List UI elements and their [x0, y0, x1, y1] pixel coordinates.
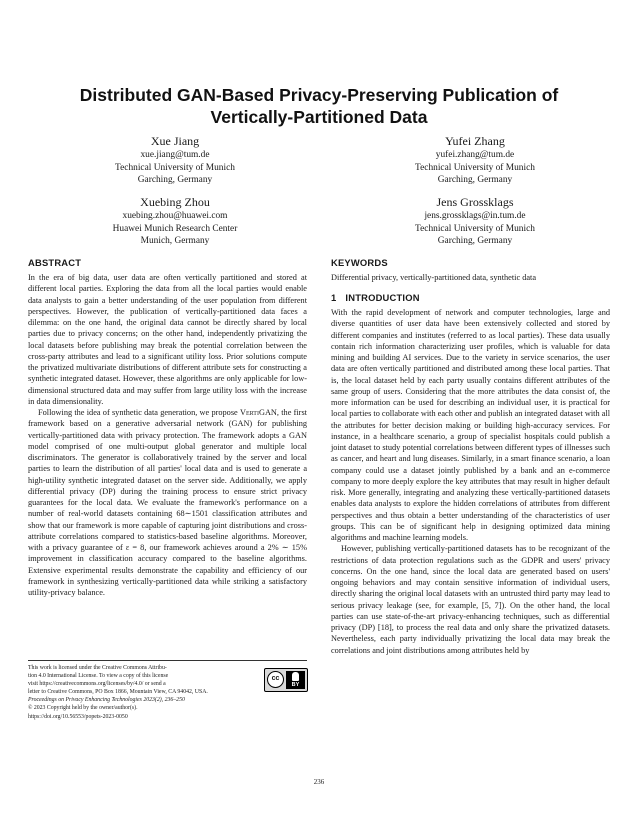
keywords-heading: KEYWORDS [331, 257, 388, 268]
cc-by-logo[interactable] [264, 668, 308, 692]
cc-icon: cc [267, 671, 284, 688]
author-name: Xue Jiang [150, 134, 200, 148]
abstract-heading: ABSTRACT [28, 257, 82, 268]
footnote-line: letter to Creative Commons, PO Box 1866, Mountain View, CA 94042, USA. [28, 689, 208, 696]
keywords-section [331, 256, 610, 283]
footnote-line: © 2023 Copyright held by the owner/author(s). [28, 705, 138, 712]
intro-paragraph: However, publishing vertically-partitioned datasets has to be recognizant of the restrictions of data protection regulations such as the GDPR and users' privacy concerns. On the one hand, since the local data are generated based on users' ongoing behaviors and may contain sensitive information of individual users, directly sharing the original local datasets with an untrusted third party may lead to serious privacy leakage (see, for example, [5, 7]). On the other hand, the local parties can use state-of-the-art privacy-enhancing techniques, such as differential privacy (DP) [18], to process the real data and only share the privatized datasets. Nevertheless, each party individually privatizing the local data may break the correlations and joint distributions among attributes held by [331, 544, 610, 655]
footnote-line: This work is licensed under the Creative Commons Attribu- [28, 665, 167, 671]
author-email[interactable]: xue.jiang@tum.de [140, 150, 210, 160]
author-affiliation: Technical University of Munich [415, 223, 535, 234]
author-block [65, 195, 285, 248]
doi-link[interactable]: https://doi.org/10.56553/popets-2023-0050 [28, 713, 128, 720]
footnote-line[interactable]: visit https://creativecommons.org/licenses/by/4.0/ or send a [28, 681, 166, 688]
footnote-line [28, 696, 307, 704]
page-number: 236 [313, 778, 325, 786]
author-location: Garching, Germany [137, 175, 213, 185]
paper-title-line1: Distributed GAN-Based Privacy-Preserving Publication of [79, 85, 559, 105]
introduction-heading [331, 291, 610, 304]
person-icon [292, 672, 299, 681]
author-email[interactable]: xuebing.zhou@huawei.com [122, 211, 228, 221]
framework-name: VertiGAN [239, 408, 277, 417]
paper-title-line2: Vertically-Partitioned Data [210, 107, 428, 127]
author-affiliation: Technical University of Munich [415, 162, 535, 173]
author-affiliation: Huawei Munich Research Center [112, 223, 238, 234]
section-number: 1 [331, 292, 337, 303]
by-label: BY [291, 682, 300, 688]
author-block [365, 134, 585, 187]
author-location: Munich, Germany [140, 236, 210, 246]
introduction-section [331, 291, 610, 656]
author-email[interactable]: yufei.zhang@tum.de [435, 150, 515, 160]
footnote-line: tion 4.0 International License. To view a copy of this license [28, 673, 169, 680]
proceedings-text: Proceedings on Privacy Enhancing Technologies 2023(2), 236–250 [28, 697, 185, 704]
author-location: Garching, Germany [437, 236, 513, 246]
abstract-body-text: , the first framework based on a generative adversarial network (GAN) for publishing vertically-partitioned data with privacy protection. The framework adopts a GAN model comprised of one multi-output global generator and multiple local discriminators. The generator is collaboratively trained by the server and local parties to learn the distribution of all parties' local data and is used to generate a high-utility synthetic integrated dataset on the server side. Additionally, we apply differential privacy (DP) during the training process to ensure strict privacy guarantees for the local data. We evaluate the framework's performance on a number of real-world datasets containing 68∼1501 classification attributes and show that our framework is more capable of capturing joint distributions and cross-attribute correlations compared to statistics-based baseline algorithms. Moreover, with a privacy guarantee of ε = 8, our framework achieves around a 2% ∼ 15% improvement in classification accuracy compared to the baseline algorithms. Extensive experimental results demonstrate the capability and efficiency of our framework in synthesizing vertically-partitioned data while striking a satisfactory utility-privacy balance. [28, 408, 307, 597]
author-location: Garching, Germany [437, 175, 513, 185]
author-block [365, 195, 585, 248]
keywords-text: Differential privacy, vertically-partitioned data, synthetic data [331, 273, 537, 282]
abstract-lead-text: Following the idea of synthetic data generation, we propose [38, 408, 240, 417]
license-footnote [28, 660, 307, 721]
abstract-paragraph [28, 407, 307, 598]
author-email[interactable]: jens.grossklags@in.tum.de [424, 211, 526, 221]
paper-title [40, 84, 598, 128]
by-icon [286, 671, 305, 689]
abstract-section [28, 256, 307, 598]
author-affiliation: Technical University of Munich [115, 162, 235, 173]
author-name: Yufei Zhang [445, 134, 505, 148]
intro-paragraph: With the rapid development of network and computer technologies, large and diverse quantities of user data have been extensively collected and stored by different companies and institutes (referred to as local parties). These data usually contain rich information characterizing user profiles, which is valuable for data mining and building AI services. Due to the variety in service scenarios, the user data are often vertically partitioned and distributed among these local parties. That is, the local dataset held by each party usually contains different attributes of the same group of users. Considering that the more attributes the data consist of, the more information can be used for describing an individual user, it is practical for local parties to collaborate with each other and publish an integrated dataset with all the attributes for better decision making or building high-accuracy services. For instance, in a healthcare scenario, a group of specialist hospitals could publish a joint dataset to study potential correlations between different types of illnesses such as cancer, and heart and lung diseases. Similarly, in a smart finance scenario, a loan company could use a dataset jointly published by a bank and an e-commerce company to more deeply explore the key attributes that may result in higher default risk. More generally, integrating and analyzing these vertically-partitioned datasets enables data analysts to explore the hidden correlations of attributes from different perspectives and thus obtain a better understanding of the characteristics of user groups. This can be of significant help in designing optimized data mining algorithms and machine learning models. [331, 308, 610, 542]
author-name: Jens Grossklags [436, 195, 514, 209]
author-name: Xuebing Zhou [140, 195, 210, 209]
author-block [65, 134, 285, 187]
section-title: INTRODUCTION [345, 292, 420, 303]
abstract-paragraph: In the era of big data, user data are often vertically partitioned and stored at different local parties. Exploring the data from all the local parties would enable data analysts to gain a better understanding of the user population from different perspectives. However, the publication of vertically-partitioned data faces a dilemma: on the one hand, the original data cannot be directly shared by local parties due to privacy concerns; on the other hand, independently privatizing the local datasets before publishing may break the potential correlation between the cross-party attributes and lead to a significant utility loss. Prior solutions compute the privatized multivariate distributions of different attribute sets for constructing a synthetic integrated dataset. However, these algorithms are only applicable for low-dimensional structured data and may suffer from large utility loss with the increase in data dimensionality. [28, 273, 307, 406]
